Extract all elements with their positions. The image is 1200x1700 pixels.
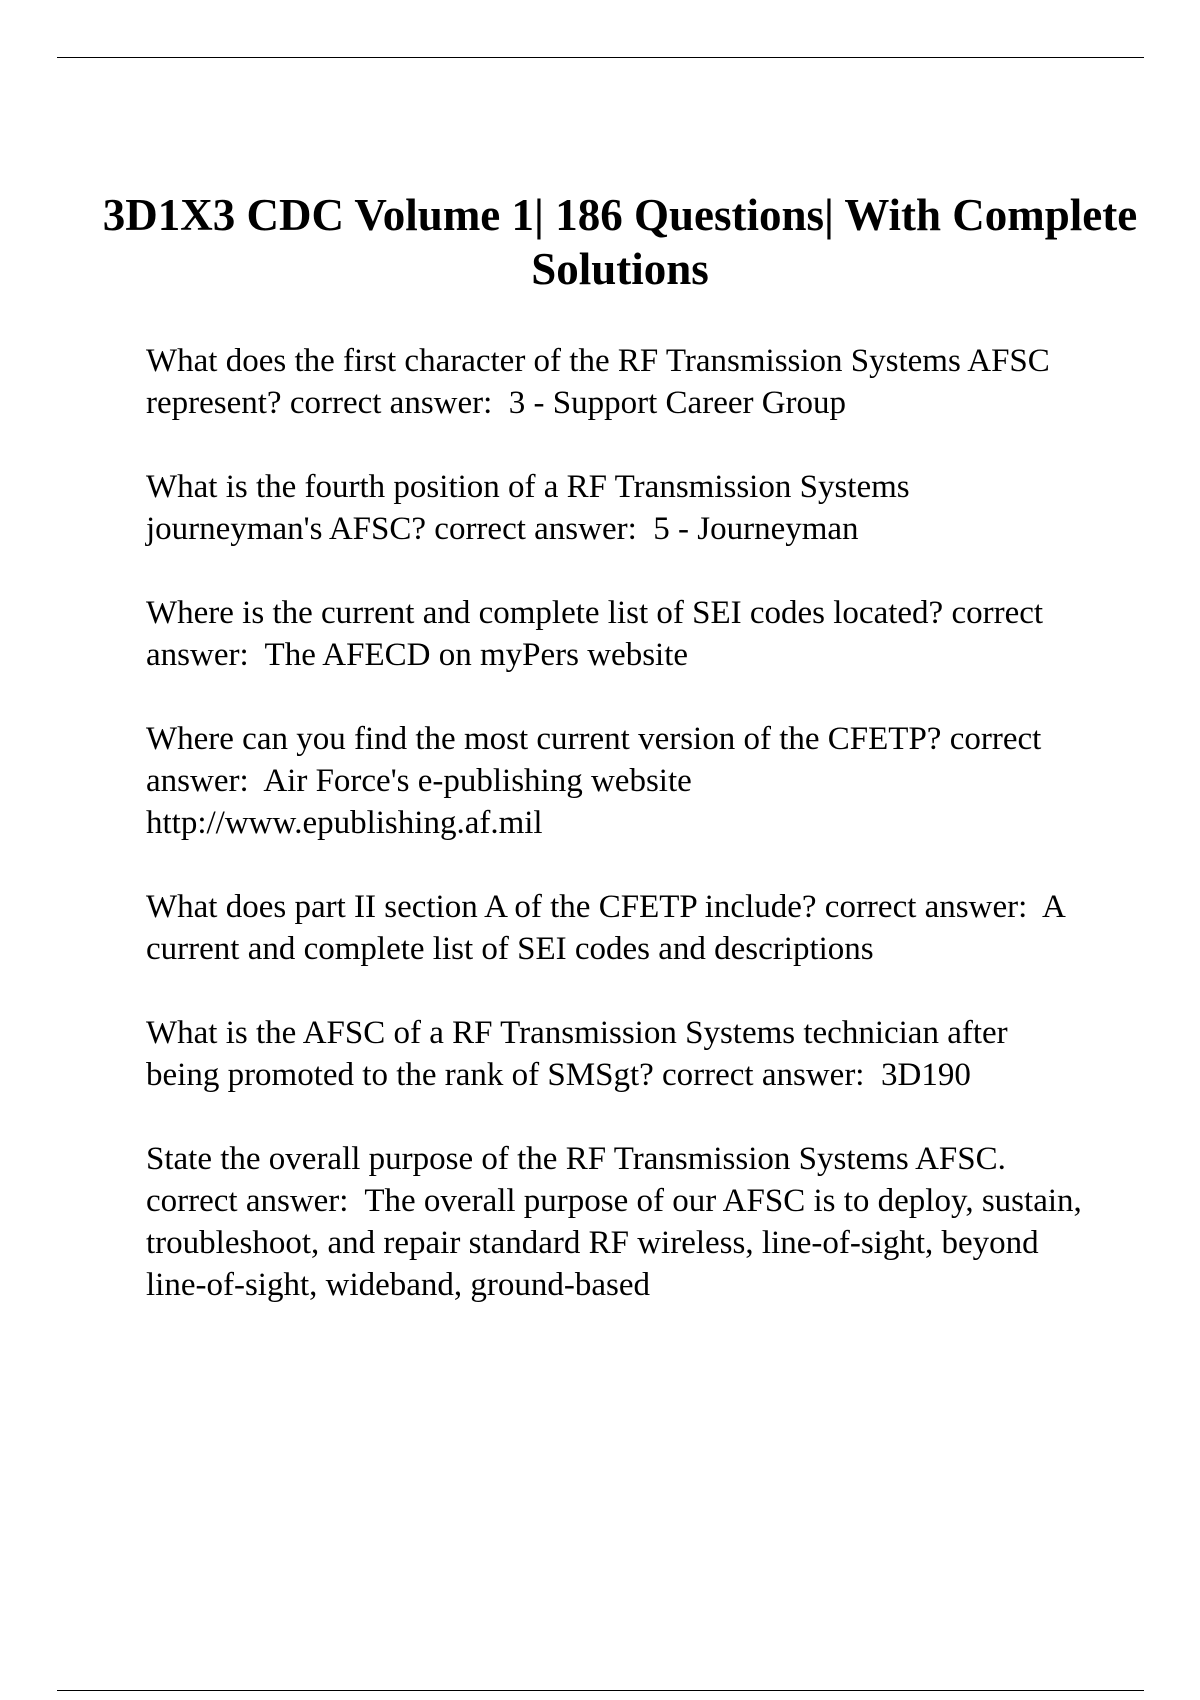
question-text: What does part II section A of the CFETP include? [146, 889, 817, 925]
question-text: What does the first character of the RF Transmission Systems AFSC represent? [146, 343, 1059, 421]
qa-item [146, 466, 1086, 550]
qa-item [146, 592, 1086, 676]
answer-label: correct answer: [146, 1183, 349, 1219]
answer-label: correct answer: [662, 1057, 865, 1093]
question-text: What is the AFSC of a RF Transmission Systems technician after being promoted to the rank of SMSgt? [146, 1015, 1016, 1093]
qa-item [146, 340, 1086, 424]
answer-label: correct answer: [146, 721, 1050, 799]
answer-text: A current and complete list of SEI codes and descriptions [146, 889, 1073, 967]
answer-label: correct answer: [146, 595, 1052, 673]
answer-label: correct answer: [289, 385, 493, 421]
answer-text: 5 - Journeyman [653, 511, 859, 547]
answer-text: 3D190 [880, 1057, 971, 1093]
answer-text: The overall purpose of our AFSC is to deploy, sustain, troubleshoot, and repair standard RF wireless, line-of-sight, beyond line-of-sight, wideband, ground-based [146, 1183, 1091, 1303]
question-text: What is the fourth position of a RF Transmission Systems journeyman's AFSC? [146, 469, 918, 547]
document-title: 3D1X3 CDC Volume 1| 186 Questions| With Complete Solutions [102, 190, 1138, 294]
qa-item [146, 718, 1086, 844]
question-text: Where can you find the most current version of the CFETP? [146, 721, 942, 757]
qa-item [146, 1138, 1091, 1306]
question-text: State the overall purpose of the RF Transmission Systems AFSC. [146, 1141, 1006, 1177]
answer-text: 3 - Support Career Group [508, 385, 847, 421]
question-text: Where is the current and complete list of SEI codes located? [146, 595, 944, 631]
qa-item [146, 1012, 1086, 1096]
qa-item [146, 886, 1086, 970]
answer-label: correct answer: [824, 889, 1028, 925]
answer-label: correct answer: [434, 511, 637, 547]
answer-text: Air Force's e-publishing website http://www.epublishing.af.mil [146, 763, 701, 841]
answer-text: The AFECD on myPers website [264, 637, 689, 673]
header-rule [57, 57, 1144, 58]
footer-rule [57, 1690, 1144, 1691]
qa-list [146, 340, 1091, 1348]
